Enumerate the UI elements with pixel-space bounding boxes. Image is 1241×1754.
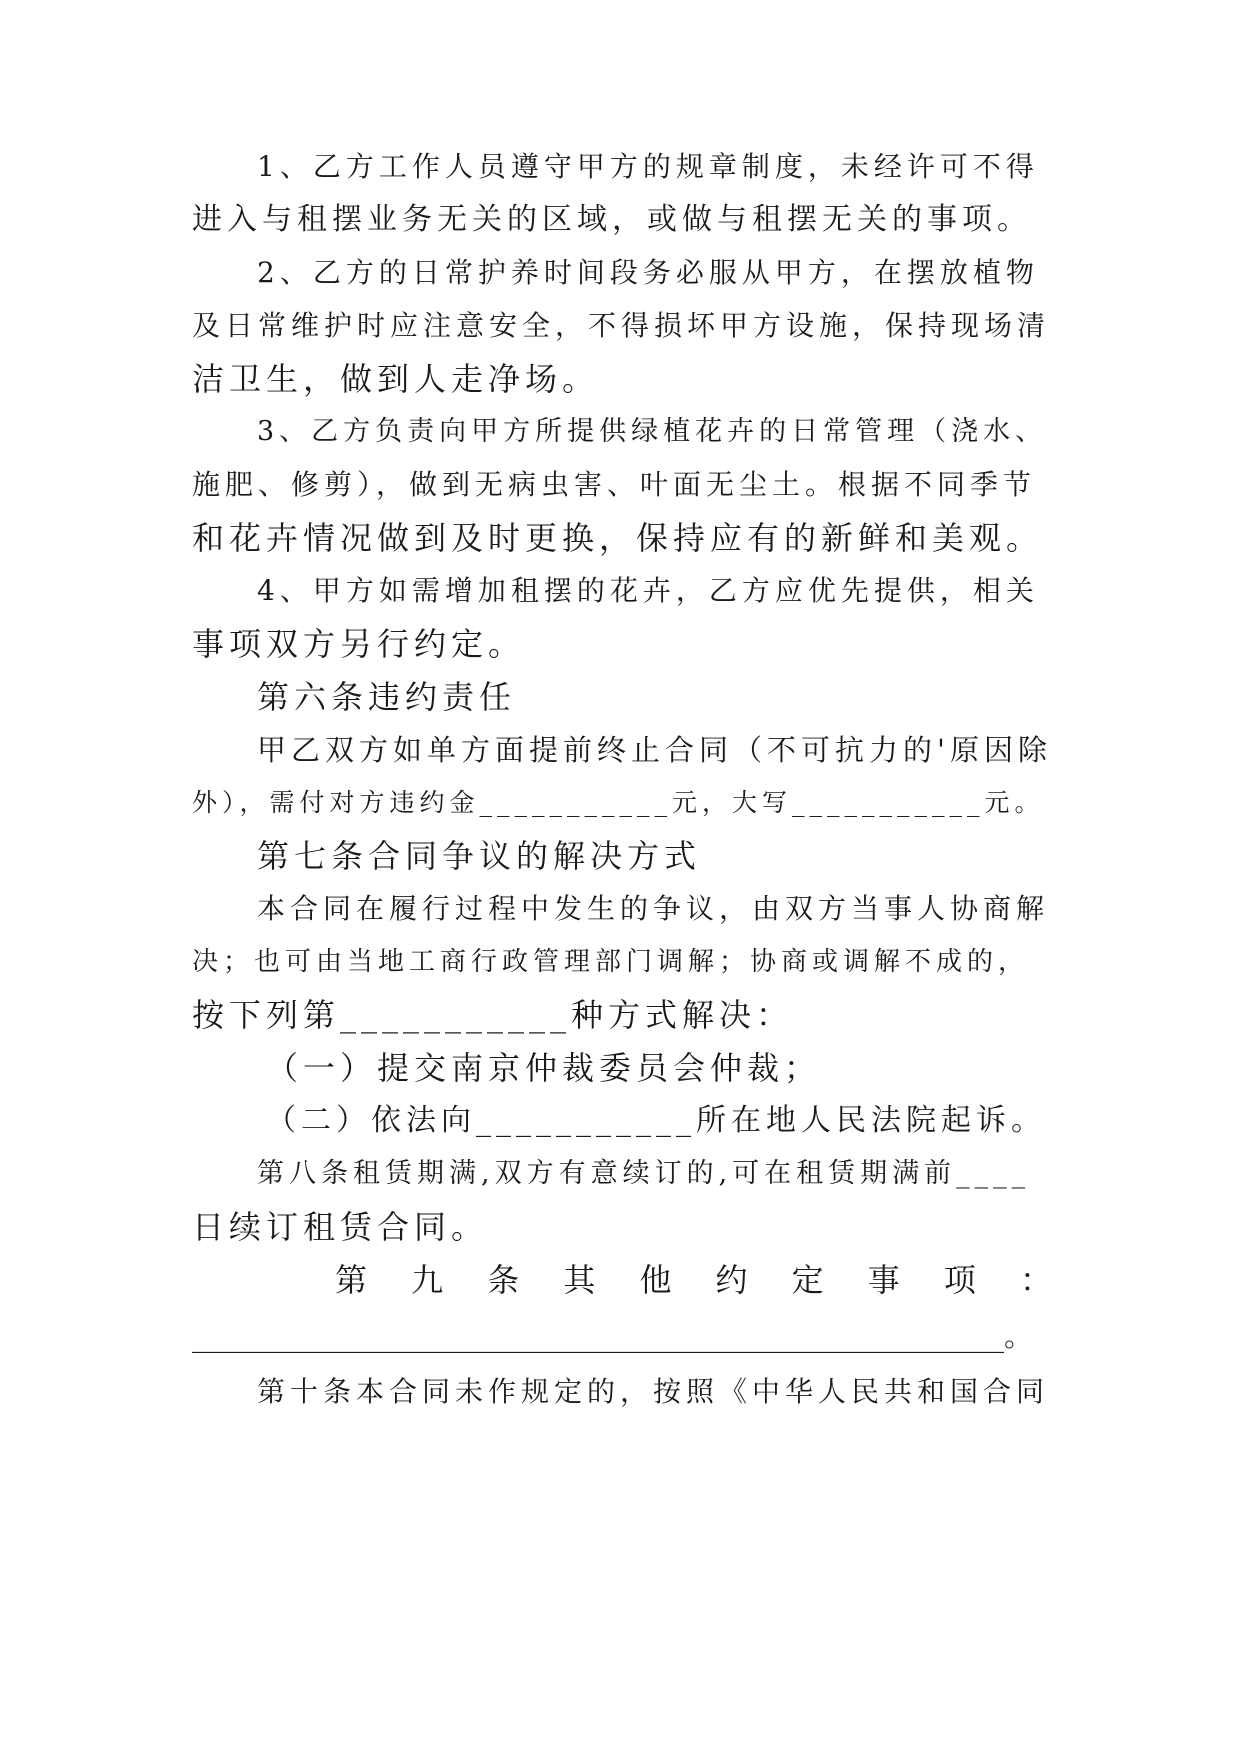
- heading-char: 九: [411, 1261, 444, 1299]
- list-item: （一）提交南京仲裁委员会仲裁；: [266, 1049, 822, 1087]
- heading-char: 事: [867, 1261, 900, 1299]
- heading-char: 条: [487, 1261, 520, 1299]
- heading-char: 定: [791, 1261, 824, 1299]
- paragraph-line: 本合同在履行过程中发生的争议，由双方当事人协商解: [257, 892, 1050, 925]
- paragraph-line: 洁卫生，做到人走净场。: [192, 360, 600, 398]
- paragraph-line: 外），需付对方违约金___________元，大写___________元。: [192, 788, 1045, 817]
- paragraph-line: 和花卉情况做到及时更换，保持应有的新鲜和美观。: [192, 519, 1044, 557]
- paragraph-line: 及日常维护时应注意安全，不得损坏甲方设施，保持现场清: [192, 309, 1051, 342]
- paragraph-line: 事项双方另行约定。: [192, 625, 526, 663]
- paragraph-line: 甲乙双方如单方面提前终止合同（不可抗力的'原因除: [257, 733, 1052, 767]
- heading-char: 约: [715, 1261, 748, 1299]
- section-heading-spread: [335, 1250, 1052, 1310]
- paragraph-line: 按下列第___________种方式解决：: [192, 996, 794, 1034]
- heading-char: 项: [943, 1261, 976, 1299]
- paragraph-line: 4、甲方如需增加租摆的花卉，乙方应优先提供，相关: [257, 574, 1039, 607]
- paragraph-line: 日续订租赁合同。: [192, 1208, 489, 1246]
- heading-char: 他: [639, 1261, 672, 1299]
- paragraph-line: 3、乙方负责向甲方所提供绿植花卉的日常管理（浇水、: [257, 416, 1048, 447]
- heading-char: 其: [563, 1261, 596, 1299]
- heading-char: 第: [335, 1261, 368, 1299]
- paragraph-line: 1、乙方工作人员遵守甲方的规章制度，未经许可不得: [257, 150, 1039, 183]
- section-heading: 第六条违约责任: [257, 678, 517, 716]
- heading-char: ：: [1019, 1261, 1052, 1299]
- section-heading: 第七条合同争议的解决方式: [257, 837, 702, 875]
- paragraph-line: 施肥、修剪），做到无病虫害、叶面无尘土。根据不同季节: [192, 468, 1037, 501]
- paragraph-line: 第十条本合同未作规定的，按照《中华人民共和国合同: [257, 1375, 1050, 1408]
- list-item: （二）依法向___________所在地人民法院起诉。: [266, 1103, 1046, 1138]
- paragraph-line: 2、乙方的日常护养时间段务必服从甲方，在摆放植物: [257, 256, 1039, 289]
- paragraph-line: 决；也可由当地工商行政管理部门调解；协商或调解不成的，: [192, 947, 1030, 977]
- paragraph-line: 进入与租摆业务无关的区域，或做与租摆无关的事项。: [192, 202, 1032, 237]
- paragraph-line: 第八条租赁期满,双方有意续订的,可在租赁期满前____: [257, 1158, 1031, 1189]
- blank-line: ________________________________________________________。: [192, 1319, 1034, 1353]
